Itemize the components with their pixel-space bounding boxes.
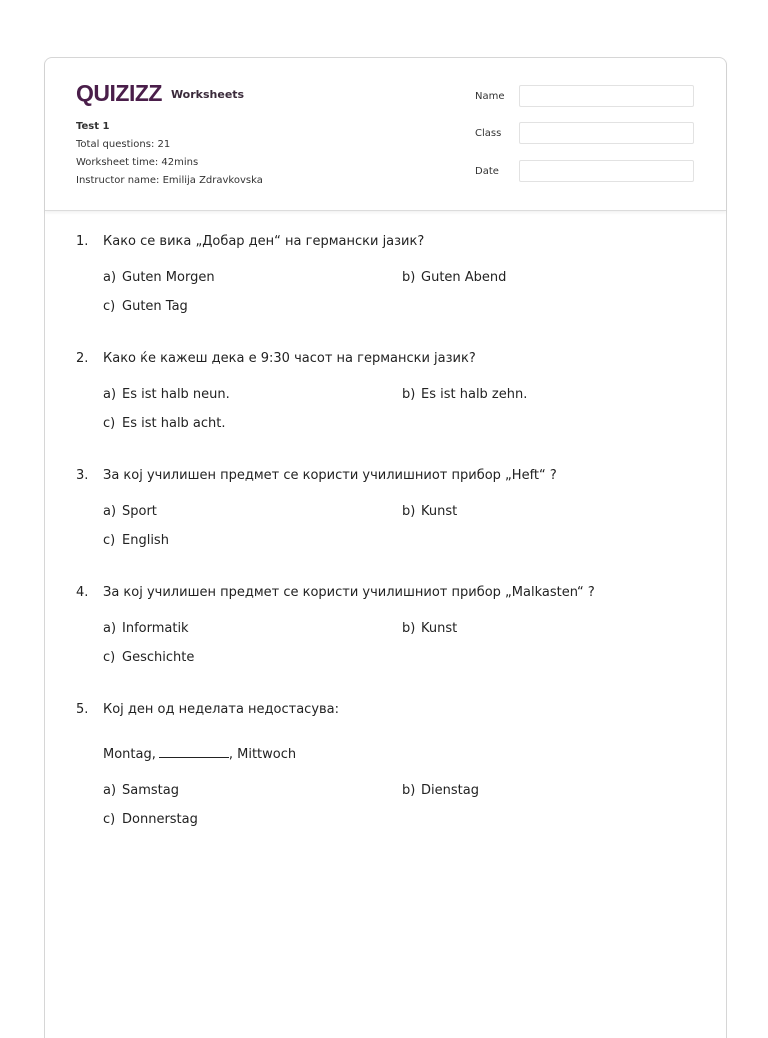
name-label: Name bbox=[475, 90, 505, 102]
question-prompt: За кој училишен предмет се користи училишниот прибор „Heft“ ? bbox=[103, 468, 557, 483]
total-questions: Total questions: 21 bbox=[76, 139, 171, 150]
question-1 bbox=[76, 234, 696, 314]
option-letter: b) bbox=[402, 783, 416, 798]
question-5 bbox=[76, 702, 696, 827]
class-field-row bbox=[475, 122, 694, 144]
option-text: Informatik bbox=[122, 621, 189, 636]
option-text: Dienstag bbox=[421, 783, 479, 798]
option-letter: b) bbox=[402, 270, 416, 285]
option-letter: c) bbox=[103, 416, 116, 431]
question-text bbox=[76, 234, 696, 249]
date-field-row bbox=[475, 160, 694, 182]
question-3 bbox=[76, 468, 696, 548]
fill-in-sentence bbox=[103, 746, 296, 762]
instructor-name: Instructor name: Emilija Zdravkovska bbox=[76, 175, 263, 186]
option-letter: b) bbox=[402, 387, 416, 402]
option-c bbox=[103, 812, 198, 827]
option-letter: c) bbox=[103, 812, 116, 827]
option-text: Es ist halb acht. bbox=[122, 416, 226, 431]
brand bbox=[76, 80, 244, 107]
option-letter: b) bbox=[402, 621, 416, 636]
option-letter: c) bbox=[103, 299, 116, 314]
option-text: Donnerstag bbox=[122, 812, 198, 827]
option-letter: a) bbox=[103, 270, 117, 285]
worksheet-meta bbox=[76, 118, 263, 190]
option-letter: a) bbox=[103, 387, 117, 402]
answer-blank bbox=[159, 746, 229, 758]
option-a bbox=[103, 504, 157, 519]
option-b bbox=[402, 621, 457, 636]
question-number: 1. bbox=[76, 234, 89, 249]
option-text: Samstag bbox=[122, 783, 179, 798]
option-a bbox=[103, 621, 189, 636]
question-text bbox=[76, 702, 696, 717]
option-letter: c) bbox=[103, 650, 116, 665]
name-field[interactable] bbox=[519, 85, 694, 107]
option-b bbox=[402, 504, 457, 519]
option-c bbox=[103, 650, 194, 665]
question-number: 4. bbox=[76, 585, 89, 600]
question-prompt: Како се вика „Добар ден“ на германски јазик? bbox=[103, 234, 425, 249]
fill-before-text: Montag, bbox=[103, 747, 156, 762]
date-label: Date bbox=[475, 165, 499, 177]
option-c bbox=[103, 299, 188, 314]
option-text: Es ist halb neun. bbox=[122, 387, 230, 402]
option-text: Guten Morgen bbox=[122, 270, 215, 285]
option-a bbox=[103, 387, 230, 402]
question-number: 5. bbox=[76, 702, 89, 717]
fill-after-text: , Mittwoch bbox=[228, 747, 297, 762]
name-field-row bbox=[475, 85, 694, 107]
option-text: Guten Tag bbox=[122, 299, 188, 314]
option-text: Kunst bbox=[421, 504, 458, 519]
option-letter: a) bbox=[103, 783, 117, 798]
question-number: 2. bbox=[76, 351, 89, 366]
question-4 bbox=[76, 585, 696, 665]
option-c bbox=[103, 533, 169, 548]
question-number: 3. bbox=[76, 468, 89, 483]
option-letter: b) bbox=[402, 504, 416, 519]
worksheet-page bbox=[44, 57, 727, 1038]
option-b bbox=[402, 783, 479, 798]
option-c bbox=[103, 416, 226, 431]
class-field[interactable] bbox=[519, 122, 694, 144]
question-text bbox=[76, 351, 696, 366]
option-a bbox=[103, 783, 179, 798]
option-text: Kunst bbox=[421, 621, 458, 636]
option-text: Guten Abend bbox=[421, 270, 507, 285]
test-title: Test 1 bbox=[76, 121, 110, 132]
option-text: Es ist halb zehn. bbox=[421, 387, 528, 402]
option-letter: a) bbox=[103, 504, 117, 519]
brand-subtitle: Worksheets bbox=[170, 88, 245, 101]
option-b bbox=[402, 387, 527, 402]
quizizz-logo: QUIZIZZ bbox=[76, 80, 162, 106]
question-prompt: За кој училишен предмет се користи училишниот прибор „Malkasten“ ? bbox=[103, 585, 595, 600]
option-text: Sport bbox=[122, 504, 157, 519]
question-text bbox=[76, 468, 696, 483]
option-text: Geschichte bbox=[122, 650, 195, 665]
option-letter: a) bbox=[103, 621, 117, 636]
question-prompt: Како ќе кажеш дека е 9:30 часот на германски јазик? bbox=[103, 351, 476, 366]
worksheet-time: Worksheet time: 42mins bbox=[76, 157, 199, 168]
question-text bbox=[76, 585, 696, 600]
option-b bbox=[402, 270, 506, 285]
worksheet-header bbox=[45, 58, 726, 211]
question-prompt: Кој ден од неделата недостасува: bbox=[103, 702, 340, 717]
class-label: Class bbox=[475, 127, 502, 139]
question-2 bbox=[76, 351, 696, 431]
option-text: English bbox=[122, 533, 169, 548]
option-letter: c) bbox=[103, 533, 116, 548]
date-field[interactable] bbox=[519, 160, 694, 182]
option-a bbox=[103, 270, 215, 285]
